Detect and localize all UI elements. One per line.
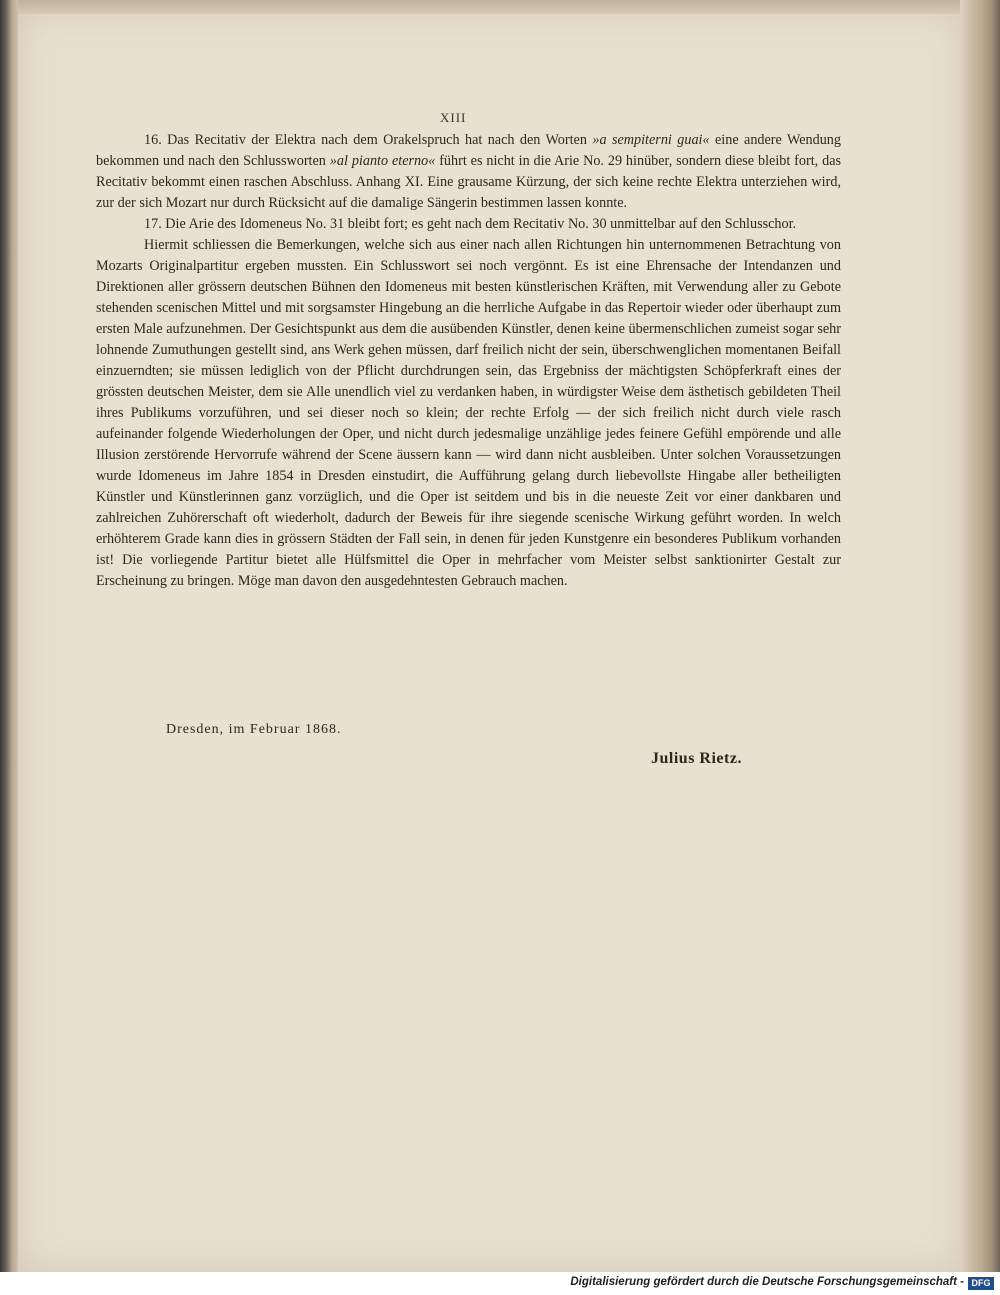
quote-a-sempiterni-guai: »a sempiterni guai«	[592, 132, 710, 148]
paragraph-16: 16. Das Recitativ der Elektra nach dem Orakelspruch hat nach den Worten »a sempiterni guai« eine andere Wendung bekommen und nach den Schlussworten »al pianto eterno« führt es nicht in die Arie No. 29 hinüber, sondern diese bleibt fort, das Recitativ bekommt einen raschen Abschluss. Anhang XI. Eine grausame Kürzung, der sich keine rechte Elektra unterziehen wird, zur der sich Mozart nur durch Rücksicht auf die damalige Sängerin bestimmen lassen konnte.	[96, 132, 842, 211]
quote-al-pianto-eterno: »al pianto eterno«	[329, 153, 436, 169]
paragraph-number: 16.	[144, 132, 162, 148]
signer-name: Julius Rietz.	[651, 750, 742, 767]
page-edge-top	[0, 0, 1000, 14]
place-and-date: Dresden, im Februar 1868.	[166, 722, 342, 737]
binding-edge	[0, 0, 18, 1272]
body-text	[96, 130, 841, 592]
footer-bar	[0, 1272, 1000, 1295]
dfg-logo-icon: DFG	[968, 1277, 994, 1290]
paragraph-number: 17.	[144, 216, 162, 232]
page-edge-right	[960, 0, 1000, 1272]
page-number: XIII	[440, 110, 467, 125]
closing-paragraph: Hiermit schliessen die Bemerkungen, welche sich aus einer nach allen Richtungen hin unternommenen Betrachtung von Mozarts Originalpartitur ergeben mussten. Ein Schlusswort sei noch vergönnt. Es ist eine Ehrensache der Intendanzen und Direktionen aller grössern deutschen Bühnen den Idomeneus mit besten künstlerischen Kräften, mit Verwendung aller zu Gebote stehenden scenischen Mittel und mit sorgsamster Hingebung an die herrliche Aufgabe in das Repertoir wieder oder überhaupt zum ersten Male aufzunehmen. Der Gesichtspunkt aus dem die ausübenden Künstler, denen keine übermenschlichen zumeist sogar sehr lohnende Zumuthungen gestellt sind, ans Werk gehen müssen, darf freilich nicht der sein, überschwenglichen momentanen Beifall einzuerndten; sie müssen lediglich von der Pflicht durchdrungen sein, das Ergebniss der mächtigsten Schöpferkraft eines der grössten deutschen Meister, dem sie Alle unendlich viel zu verdanken haben, in würdigster Weise dem ästhetisch gebildeten Theil ihres Publikums vorzuführen, und sei dieser noch so klein; der rechte Erfolg — der sich freilich nicht durch viele rasch aufeinander folgende Wiederholungen der Oper, und nicht durch jedesmalige unzählige jedes feinere Gefühl empörende und alle Illusion zerstörende Hervorrufe während der Scene äussern kann — wird dann nicht ausbleiben. Unter solchen Voraussetzungen wurde Idomeneus im Jahre 1854 in Dresden einstudirt, die Aufführung gelang durch liebevollste Hingabe aller betheiligten Künstler und Künstlerinnen ganz vorzüglich, und die Oper ist seitdem und bis in die neueste Zeit vor einer dankbaren und zahlreichen Zuhörerschaft oft wiederholt, dadurch der Beweis für ihre siegende scenische Wirkung geführt worden. In welch erhöhterem Grade kann dies in grössern Städten der Fall sein, in denen für jeden Kunstgenre ein besonderes Publikum vorhanden ist! Die vorliegende Partitur bietet alle Hülfsmittel die Oper in mehrfacher vom Meister selbst sanktionirter Gestalt zur Erscheinung zu bringen. Möge man davon den ausgedehntesten Gebrauch machen.	[96, 237, 841, 589]
paragraph-17: 17. Die Arie des Idomeneus No. 31 bleibt fort; es geht nach dem Recitativ No. 30 unmittelbar auf den Schlusschor.	[144, 216, 797, 232]
funding-notice: Digitalisierung gefördert durch die Deutsche Forschungsgemeinschaft -	[570, 1276, 964, 1288]
